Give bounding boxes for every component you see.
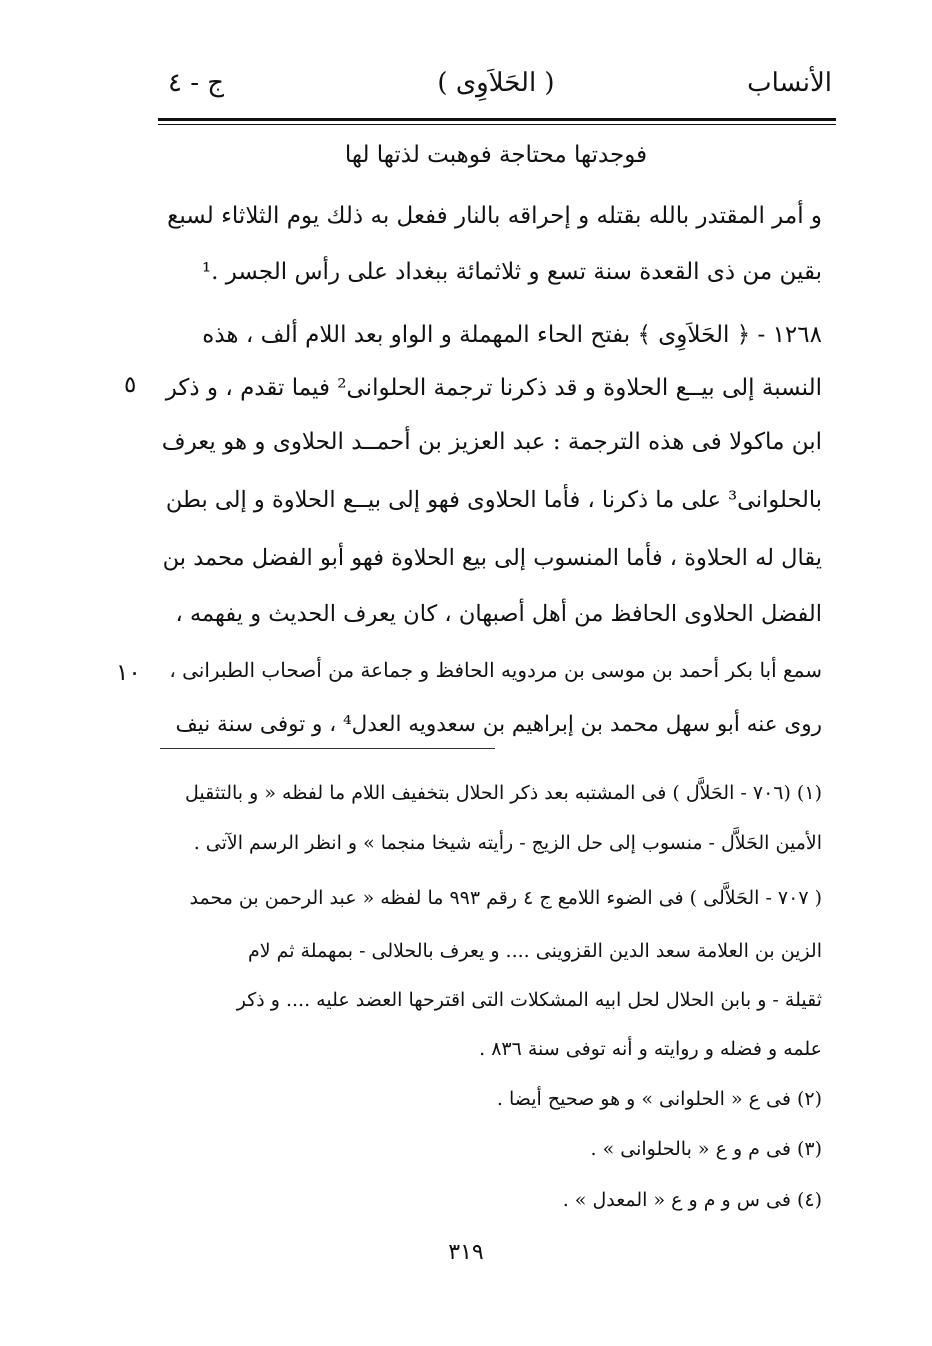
footnote-line: الأمين الحَلاَّل - منسوب إلى حل الزيج - رأيته شيخا منجما » و انظر الرسم الآتى . bbox=[193, 832, 822, 854]
body-line: الفضل الحلاوى الحافظ من أهل أصبهان ، كان يعرف الحديث و يفهمه ، bbox=[175, 601, 822, 627]
footnote-line: (١) (٧٠٦ - الحَلاَّل ) فى المشتبه بعد ذكر الحلال بتخفيف اللام ما لفظه « و بالتثقيل bbox=[185, 782, 822, 804]
entry-title: ( الحَلاَوِى ) bbox=[437, 68, 555, 98]
footnote-rule bbox=[160, 748, 495, 749]
volume-label: ج - ٤ bbox=[168, 68, 225, 98]
footnote-line: (٤) فى س و م و ع « المعدل » . bbox=[562, 1189, 822, 1211]
footnote-line: (٢) فى ع « الحلوانى » و هو صحيح أيضا . bbox=[496, 1088, 822, 1110]
verse-line: فوجدتها محتاجة فوهبت لذتها لها bbox=[344, 142, 648, 168]
body-line: و أمر المقتدر بالله بقتله و إحراقه بالنار ففعل به ذلك يوم الثلاثاء لسبع bbox=[167, 203, 822, 229]
body-line: روى عنه أبو سهل محمد بن إبراهيم بن سعدويه العدل⁴ ، و توفى سنة نيف bbox=[175, 712, 822, 737]
body-line: بالحلوانى³ على ما ذكرنا ، فأما الحلاوى فهو إلى بيــع الحلاوة و إلى بطن bbox=[165, 487, 822, 513]
running-header bbox=[160, 68, 832, 108]
footnote-line: (٣) فى م و ع « بالحلوانى » . bbox=[590, 1138, 822, 1160]
header-rule-thin bbox=[158, 124, 836, 125]
body-line: بقين من ذى القعدة سنة تسع و ثلاثمائة ببغداد على رأس الجسر .¹ bbox=[201, 259, 822, 285]
body-line: ابن ماكولا فى هذه الترجمة : عبد العزيز بن أحمــد الحلاوى و هو يعرف bbox=[161, 429, 822, 455]
book-title: الأنساب bbox=[747, 68, 832, 98]
margin-line-number: ٥ bbox=[124, 372, 137, 398]
footnote-line: علمه و فضله و روايته و أنه توفى سنة ٨٣٦ . bbox=[479, 1038, 822, 1060]
body-line: يقال له الحلاوة ، فأما المنسوب إلى بيع الحلاوة فهو أبو الفضل محمد بن bbox=[162, 545, 822, 571]
footnote-line: الزين بن العلامة سعد الدين القزوينى .... و يعرف بالحلالى - بمهملة ثم لام bbox=[247, 940, 822, 962]
footnote-line: ثقيلة - و بابن الحلال لحل ابيه المشكلات التى اقترحها العضد عليه .... و ذكر bbox=[236, 989, 822, 1011]
body-line: ١٢٦٨ - ﴿ الحَلاَوِى ﴾ بفتح الحاء المهملة و الواو بعد اللام ألف ، هذه bbox=[202, 322, 822, 348]
body-line: النسبة إلى بيــع الحلاوة و قد ذكرنا ترجمة الحلوانى² فيما تقدم ، و ذكر bbox=[165, 375, 822, 401]
body-line: سمع أبا بكر أحمد بن موسى بن مردويه الحافظ و جماعة من أصحاب الطبرانى ، bbox=[169, 658, 822, 682]
margin-line-number: ١٠ bbox=[116, 660, 141, 686]
header-rule-thick bbox=[158, 118, 836, 121]
footnote-line: ( ٧٠٧ - الحَلاَّلى ) فى الضوء اللامع ج ٤ رقم ٩٩٣ ما لفظه « عبد الرحمن بن محمد bbox=[189, 887, 822, 909]
page-number: ٣١٩ bbox=[448, 1240, 484, 1265]
